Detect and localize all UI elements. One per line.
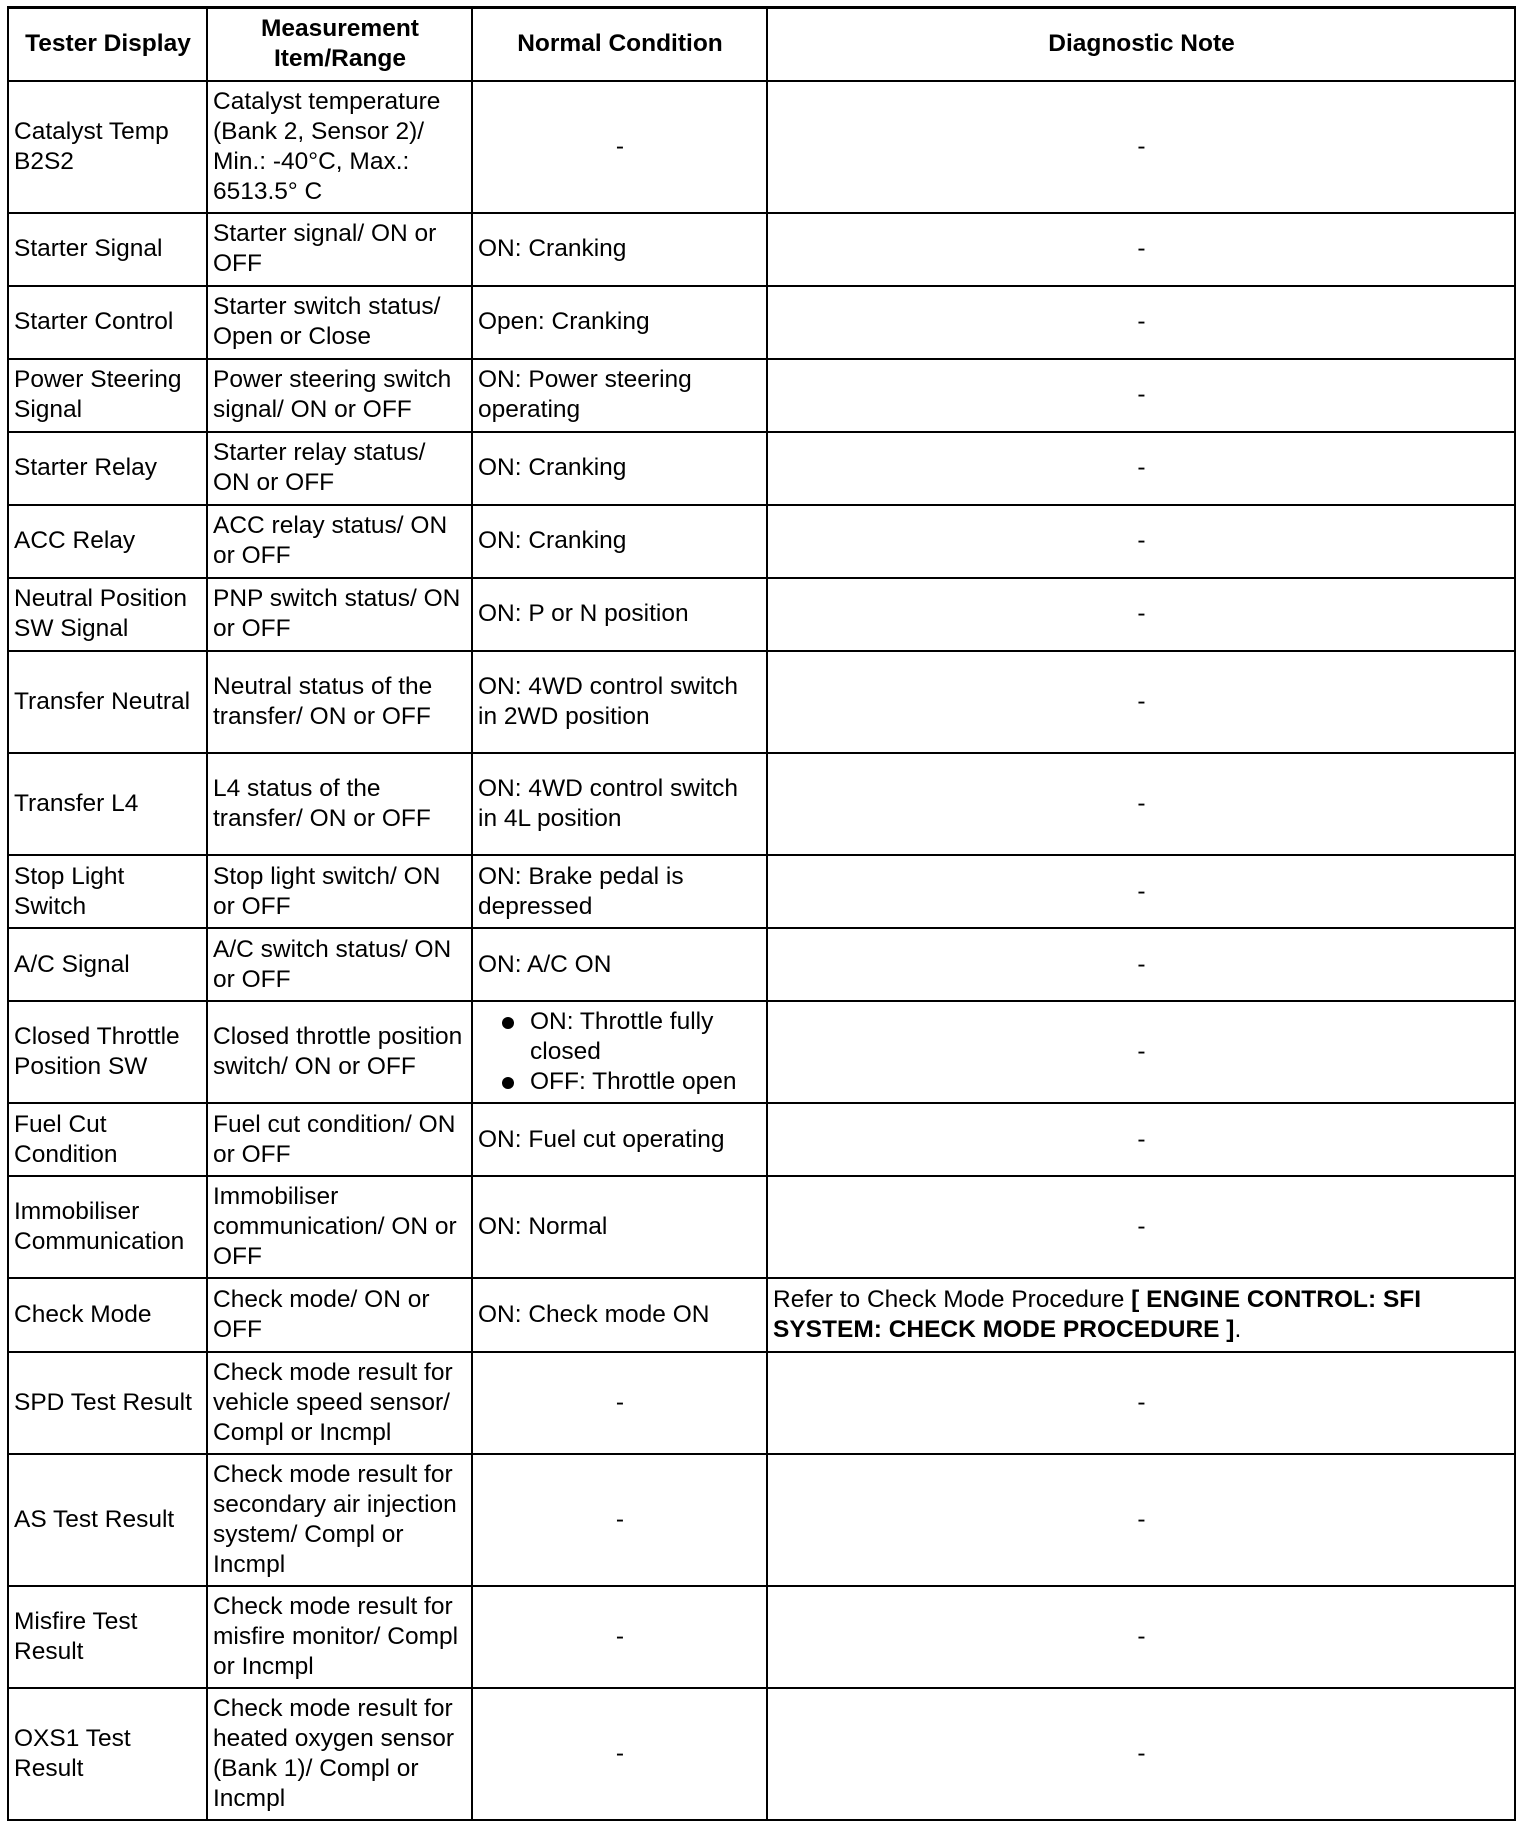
cell-tester: Starter Relay <box>8 432 207 505</box>
cell-tester: SPD Test Result <box>8 1352 207 1454</box>
cell-item: Check mode/ ON or OFF <box>207 1278 472 1351</box>
table-row <box>8 1688 1515 1820</box>
cell-normal: Open: Cranking <box>472 286 767 359</box>
cell-normal: ON: P or N position <box>472 578 767 651</box>
table-header-row <box>8 8 1515 81</box>
table-row <box>8 286 1515 359</box>
note-text: Refer to Check Mode Procedure <box>773 1286 1132 1314</box>
cell-item: A/C switch status/ ON or OFF <box>207 928 472 1001</box>
cell-normal: - <box>472 81 767 213</box>
table-row <box>8 1278 1515 1351</box>
cell-tester: Transfer Neutral <box>8 651 207 753</box>
cell-tester: Immobiliser Communication <box>8 1176 207 1278</box>
cell-tester: Transfer L4 <box>8 753 207 855</box>
cell-item: Fuel cut condition/ ON or OFF <box>207 1103 472 1176</box>
cell-item: Stop light switch/ ON or OFF <box>207 855 472 928</box>
cell-note: - <box>767 1454 1515 1586</box>
table-row <box>8 1001 1515 1103</box>
cell-note: - <box>767 505 1515 578</box>
cell-item: Neutral status of the transfer/ ON or OFF <box>207 651 472 753</box>
table-row <box>8 855 1515 928</box>
data-list-table <box>7 6 1516 1821</box>
cell-note: - <box>767 578 1515 651</box>
cell-item: PNP switch status/ ON or OFF <box>207 578 472 651</box>
table-row <box>8 578 1515 651</box>
cell-normal: - <box>472 1454 767 1586</box>
cell-normal: ON: 4WD control switch in 2WD position <box>472 651 767 753</box>
cell-normal <box>472 1001 767 1103</box>
cell-item: L4 status of the transfer/ ON or OFF <box>207 753 472 855</box>
cell-item: Check mode result for misfire monitor/ Compl or Incmpl <box>207 1586 472 1688</box>
table-row <box>8 1586 1515 1688</box>
normal-condition-list <box>478 1007 762 1097</box>
cell-note: - <box>767 213 1515 286</box>
list-item: ON: Throttle fully closed <box>498 1007 762 1067</box>
cell-note: - <box>767 1103 1515 1176</box>
table-row <box>8 1176 1515 1278</box>
cell-normal: ON: Cranking <box>472 213 767 286</box>
header-normal-condition: Normal Condition <box>472 8 767 81</box>
header-diagnostic-note: Diagnostic Note <box>767 8 1515 81</box>
cell-note: - <box>767 1001 1515 1103</box>
table-row <box>8 753 1515 855</box>
table-row <box>8 928 1515 1001</box>
cell-normal: ON: Check mode ON <box>472 1278 767 1351</box>
cell-item: Power steering switch signal/ ON or OFF <box>207 359 472 432</box>
note-suffix: . <box>1234 1316 1242 1344</box>
table-row <box>8 213 1515 286</box>
cell-normal: - <box>472 1586 767 1688</box>
cell-item: Catalyst temperature (Bank 2, Sensor 2)/ Min.: -40°C, Max.: 6513.5° C <box>207 81 472 213</box>
cell-tester: OXS1 Test Result <box>8 1688 207 1820</box>
cell-tester: Stop Light Switch <box>8 855 207 928</box>
header-tester-display: Tester Display <box>8 8 207 81</box>
cell-normal: - <box>472 1352 767 1454</box>
cell-item: Check mode result for heated oxygen sensor (Bank 1)/ Compl or Incmpl <box>207 1688 472 1820</box>
cross-reference-link[interactable]: [ ENGINE CONTROL: SFI SYSTEM: CHECK MODE PROCEDURE ] <box>773 1286 1422 1344</box>
cell-note: - <box>767 1352 1515 1454</box>
cell-tester: ACC Relay <box>8 505 207 578</box>
cell-normal: ON: Cranking <box>472 432 767 505</box>
cell-item: Starter relay status/ ON or OFF <box>207 432 472 505</box>
header-measurement-item: Measurement Item/Range <box>207 8 472 81</box>
cell-tester: Catalyst Temp B2S2 <box>8 81 207 213</box>
cell-note: - <box>767 928 1515 1001</box>
cell-note: - <box>767 81 1515 213</box>
cell-item: Check mode result for vehicle speed sensor/ Compl or Incmpl <box>207 1352 472 1454</box>
cell-item: Starter signal/ ON or OFF <box>207 213 472 286</box>
cell-tester: Power Steering Signal <box>8 359 207 432</box>
cell-note: - <box>767 1176 1515 1278</box>
cell-tester: Fuel Cut Condition <box>8 1103 207 1176</box>
cell-note: - <box>767 286 1515 359</box>
cell-note: - <box>767 651 1515 753</box>
cell-note: - <box>767 753 1515 855</box>
cell-item: Starter switch status/ Open or Close <box>207 286 472 359</box>
cell-note <box>767 1278 1515 1351</box>
table-row <box>8 1352 1515 1454</box>
table-row <box>8 359 1515 432</box>
table-row <box>8 1103 1515 1176</box>
table-row <box>8 505 1515 578</box>
cell-normal: ON: 4WD control switch in 4L position <box>472 753 767 855</box>
cell-note: - <box>767 1586 1515 1688</box>
cell-tester: Starter Control <box>8 286 207 359</box>
cell-tester: Starter Signal <box>8 213 207 286</box>
cell-normal: ON: A/C ON <box>472 928 767 1001</box>
cell-normal: ON: Cranking <box>472 505 767 578</box>
cell-tester: Closed Throttle Position SW <box>8 1001 207 1103</box>
cell-tester: Misfire Test Result <box>8 1586 207 1688</box>
cell-tester: Neutral Position SW Signal <box>8 578 207 651</box>
cell-normal: ON: Brake pedal is depressed <box>472 855 767 928</box>
table-row <box>8 1454 1515 1586</box>
cell-item: ACC relay status/ ON or OFF <box>207 505 472 578</box>
cell-note: - <box>767 855 1515 928</box>
table-row <box>8 432 1515 505</box>
cell-note: - <box>767 432 1515 505</box>
cell-tester: Check Mode <box>8 1278 207 1351</box>
cell-tester: AS Test Result <box>8 1454 207 1586</box>
cell-normal: ON: Power steering operating <box>472 359 767 432</box>
cell-normal: - <box>472 1688 767 1820</box>
cell-item: Check mode result for secondary air injection system/ Compl or Incmpl <box>207 1454 472 1586</box>
cell-note: - <box>767 359 1515 432</box>
cell-item: Immobiliser communication/ ON or OFF <box>207 1176 472 1278</box>
table-row <box>8 81 1515 213</box>
cell-item: Closed throttle position switch/ ON or OFF <box>207 1001 472 1103</box>
table-row <box>8 651 1515 753</box>
cell-normal: ON: Normal <box>472 1176 767 1278</box>
cell-note: - <box>767 1688 1515 1820</box>
cell-normal: ON: Fuel cut operating <box>472 1103 767 1176</box>
list-item: OFF: Throttle open <box>498 1067 762 1097</box>
cell-tester: A/C Signal <box>8 928 207 1001</box>
